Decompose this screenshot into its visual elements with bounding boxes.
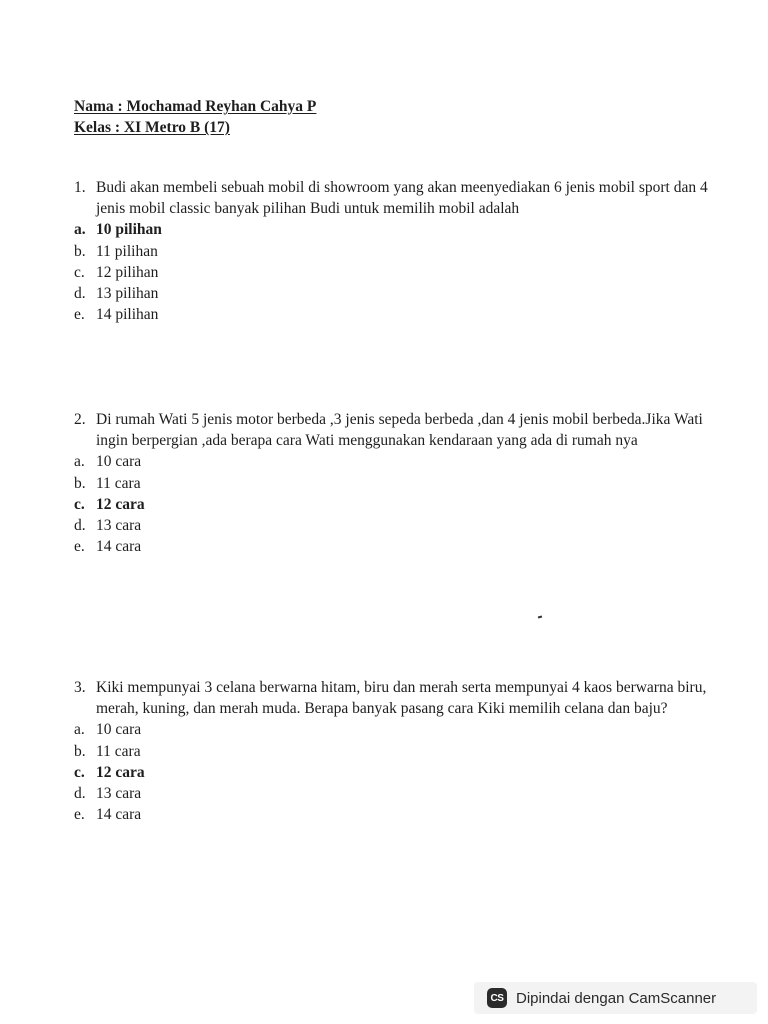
option-letter: c. [74, 495, 85, 513]
option-letter: b. [74, 474, 86, 492]
option-text: 14 cara [96, 806, 142, 824]
question-text: Kiki mempunyai 3 celana berwarna hitam, biru dan merah serta mempunyai 4 kaos berwarna biru, merah, kuning, dan merah muda. Berapa banyak pasang cara Kiki memilih celana dan baju? [96, 679, 707, 718]
answer-option-b [74, 473, 714, 494]
option-letter: d. [74, 284, 86, 302]
answer-option-e [74, 304, 714, 325]
question-2 [74, 409, 714, 557]
camscanner-watermark [474, 982, 757, 1014]
option-letter: e. [74, 538, 85, 556]
answer-option-c [74, 494, 714, 515]
option-text: 13 cara [96, 516, 142, 534]
camscanner-logo-icon: CS [487, 988, 507, 1008]
answer-option-a [74, 719, 714, 740]
option-letter: a. [74, 721, 85, 739]
answer-option-b [74, 741, 714, 762]
question-3 [74, 677, 714, 825]
option-text: 12 pilihan [96, 263, 159, 281]
option-letter: e. [74, 306, 85, 324]
question-number: 1. [74, 179, 86, 196]
question-text: Di rumah Wati 5 jenis motor berbeda ,3 jenis sepeda berbeda ,dan 4 jenis mobil berbeda.Jika Wati ingin berpergian ,ada berapa cara Wati menggunakan kendaraan yang ada di rumah nya [96, 411, 703, 450]
question-text: Budi akan membeli sebuah mobil di showroom yang akan meenyediakan 6 jenis mobil sport dan 4 jenis mobil classic banyak pilihan Budi untuk memilih mobil adalah [96, 179, 708, 218]
answer-option-e [74, 804, 714, 825]
option-letter: d. [74, 516, 86, 534]
question-number: 3. [74, 679, 86, 696]
student-header [74, 96, 316, 138]
answer-options [74, 451, 714, 557]
option-letter: a. [74, 221, 86, 239]
option-text: 14 pilihan [96, 306, 159, 324]
answer-option-b [74, 241, 714, 262]
option-text: 10 cara [96, 453, 142, 471]
question-stem [74, 177, 714, 219]
answer-option-e [74, 536, 714, 557]
answer-option-a [74, 451, 714, 472]
option-text: 10 cara [96, 721, 142, 739]
answer-options [74, 719, 714, 825]
option-text: 13 cara [96, 784, 142, 802]
answer-option-c [74, 262, 714, 283]
student-class: Kelas : XI Metro B (17) [74, 119, 230, 136]
answer-option-c [74, 762, 714, 783]
question-number: 2. [74, 411, 86, 428]
option-text: 10 pilihan [96, 221, 162, 239]
option-text: 13 pilihan [96, 284, 159, 302]
option-letter: e. [74, 806, 85, 824]
answer-option-d [74, 515, 714, 536]
option-text: 14 cara [96, 538, 142, 556]
question-stem [74, 677, 714, 719]
option-letter: c. [74, 263, 85, 281]
option-text: 12 cara [96, 495, 145, 513]
student-name: Nama : Mochamad Reyhan Cahya P [74, 98, 317, 115]
option-text: 11 cara [96, 474, 141, 492]
scan-speck [538, 616, 542, 619]
option-letter: b. [74, 742, 86, 760]
watermark-text: Dipindai dengan CamScanner [516, 989, 717, 1007]
question-stem [74, 409, 714, 451]
option-letter: c. [74, 763, 85, 781]
answer-options [74, 219, 714, 325]
question-1 [74, 177, 714, 325]
option-letter: d. [74, 784, 86, 802]
answer-option-d [74, 783, 714, 804]
option-letter: b. [74, 242, 86, 260]
option-text: 12 cara [96, 763, 145, 781]
option-text: 11 cara [96, 742, 141, 760]
option-text: 11 pilihan [96, 242, 158, 260]
option-letter: a. [74, 453, 85, 471]
answer-option-d [74, 283, 714, 304]
answer-option-a [74, 219, 714, 240]
